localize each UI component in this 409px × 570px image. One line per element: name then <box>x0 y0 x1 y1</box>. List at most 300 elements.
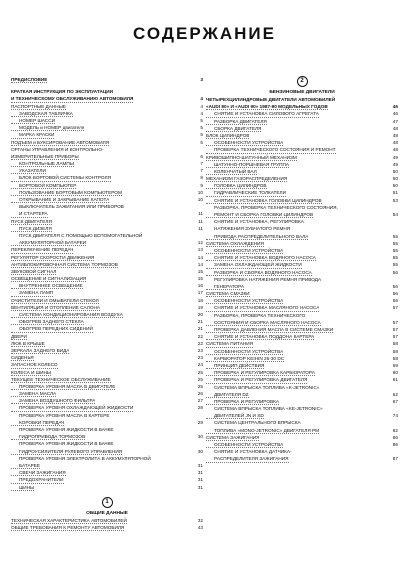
toc-entry-title: ПРОВЕРКА ТЕХНИЧЕСКОГО СОСТОЯНИЯ И РЕМОНТ <box>206 146 336 153</box>
toc-entry-page: 19 <box>197 304 203 310</box>
toc-entry <box>206 240 398 247</box>
toc-entry-title: АККУМУЛЯТОРНОЙ БАТАРЕИ <box>11 239 86 246</box>
toc-entry <box>11 174 203 181</box>
toc-entry-title: АНТИБЛОКИРОВОЧНАЯ СИСТЕМА ТОРМОЗОВ <box>11 261 118 267</box>
toc-entry <box>206 384 398 391</box>
toc-entry-page: 58 <box>392 348 398 354</box>
toc-entry <box>11 426 203 433</box>
toc-entry <box>206 168 398 175</box>
toc-entry-title: ПРОВЕРКА УРОВНЯ МАСЛА В ДВИГАТЕЛЕ <box>11 383 115 390</box>
toc-entry-title: КОРОБКИ ПЕРЕДАЧ <box>11 419 64 426</box>
toc-entry-title: ПРОВЕРКА И РЕГУЛИРОВКА <box>206 398 279 405</box>
toc-entry <box>206 376 398 383</box>
toc-entry-page: 57 <box>392 305 398 311</box>
toc-entry <box>11 397 203 404</box>
toc-entry <box>206 455 398 462</box>
toc-entry-title: СБОРКА ДВИГАТЕЛЯ <box>206 125 261 132</box>
toc-entry-title: ЛЮК В КРЫШЕ <box>11 340 45 346</box>
toc-entry-page: 24 <box>197 362 203 368</box>
toc-entry-title: ЗАМЕНА ОХЛАЖДАЮЩЕЙ ЖИДКОСТИ <box>206 261 302 268</box>
toc-entry <box>11 419 203 426</box>
toc-entry <box>206 161 398 168</box>
toc-entry <box>11 196 203 203</box>
toc-entry-title: РЕМОНТ И СБОРКА ГОЛОВКИ ЦИЛИНДРОВ <box>206 211 313 218</box>
toc-entry-title: РЕГУЛИРОВКА НАТЯЖЕНИЯ РЕМНЯ ПРИВОДА <box>214 276 322 282</box>
toc-entry-title: СНЯТИЕ И УСТАНОВКА ГОЛОВКИ ЦИЛИНДРОВ <box>206 197 322 204</box>
toc-entry <box>206 419 398 426</box>
toc-entry-title: ПРОВЕРКА ДАВЛЕНИЯ МАСЛА В СИСТЕМЕ СМАЗКИ <box>206 326 333 333</box>
toc-entry-title: ПРИНЦИП ДЕЙСТВИЯ <box>206 362 264 369</box>
page-title: СОДЕРЖАНИЕ <box>133 24 276 43</box>
toc-entry <box>206 290 398 297</box>
toc-entry-page: 87 <box>392 456 398 462</box>
toc-entry-title: И ТЕХНИЧЕСКОМУ ОБСЛУЖИВАНИЮ АВТОМОБИЛЯ <box>11 96 134 102</box>
toc-entry-page: 74 <box>392 413 398 419</box>
toc-entry <box>11 318 203 325</box>
toc-entry-title: КОЛЕСА И ШИНЫ <box>11 369 52 375</box>
toc-entry-title: СИСТЕМА ПИТАНИЯ <box>206 341 254 347</box>
toc-entry-page: 31 <box>197 470 203 476</box>
toc-entry <box>11 361 203 368</box>
toc-entry <box>11 225 203 232</box>
toc-entry-title: СНЯТИЕ И УСТАНОВКА СИЛОВОГО АГРЕГАТА <box>206 110 319 117</box>
toc-entry <box>11 246 203 253</box>
toc-entry-page: 58 <box>392 355 398 361</box>
toc-entry-title: НАТЯЖЕНИЯ ЗУБЧАТОГО РЕМНЯ <box>214 226 291 232</box>
toc-entry <box>11 289 203 296</box>
toc-entry-title: ПРОВЕРКА И РЕГУЛИРОВКА ДВИГАТЕЛЯ <box>206 376 307 383</box>
toc-entry-page: 58 <box>392 341 398 347</box>
toc-entry <box>11 76 203 83</box>
toc-entry-title: ТОПЛИВА «MONO-JETRONIC» ДВИГАТЕЛЯ PM <box>206 427 319 434</box>
toc-entry-title: ВЕНТИЛЯЦИЯ И ОТОПЛЕНИЕ САЛОНА <box>11 304 100 310</box>
toc-entry-page: 54 <box>392 212 398 217</box>
toc-entry-title: ОСВЕЩЕНИЕ И СИГНАЛИЗАЦИЯ <box>11 276 87 282</box>
toc-entry-page: 50 <box>392 183 398 189</box>
toc-entry-title: ПРОВЕРКА УРОВНЯ ЖИДКОСТИ В БАЧКЕ <box>19 427 114 432</box>
section-header-2 <box>206 76 398 87</box>
toc-entry-page: 50 <box>392 176 398 182</box>
toc-entry-title: ЗАВОДСКАЯ ТАБЛИЧКА <box>11 110 73 117</box>
toc-entry-title: СИСТЕМА ВПРЫСКА ТОПЛИВА «K-JETRONIC» <box>214 384 320 390</box>
toc-entry <box>206 233 398 240</box>
toc-entry <box>11 311 203 318</box>
toc-entry-title: ОСОБЕННОСТИ УСТРОЙСТВА <box>206 139 283 146</box>
toc-entry-title: СВЕЧИ ЗАЖИГАНИЯ <box>11 469 66 476</box>
toc-entry <box>11 469 203 476</box>
toc-entry-title: СНЯТИЕ И УСТАНОВКА МАСЛЯНОГО НАСОСА <box>206 304 319 311</box>
toc-entry <box>11 404 203 411</box>
toc-entry-page: 62 <box>392 391 398 397</box>
toc-entry <box>11 139 203 146</box>
toc-entry-title: УКАЗАТЕЛИ <box>11 167 46 174</box>
toc-entry-page: 57 <box>392 327 398 332</box>
toc-entry-title: ОСОБЕННОСТИ УСТРОЙСТВА <box>206 348 283 355</box>
toc-entry-page: 21 <box>197 319 203 325</box>
toc-entry <box>11 239 203 246</box>
toc-entry <box>206 254 398 261</box>
toc-entry-title: ПРЕДИСЛОВИЕ <box>11 77 48 82</box>
section-title: ОБЩИЕ ДАННЫЕ <box>86 510 128 516</box>
toc-entry <box>206 326 398 333</box>
section-number-badge: 2 <box>297 76 308 87</box>
toc-entry-page: 13 <box>197 247 203 253</box>
toc-entry <box>206 448 398 455</box>
toc-entry-title: ШИНЫ <box>11 484 34 491</box>
toc-entry-title: ОСОБЕННОСТИ УСТРОЙСТВА <box>206 247 283 254</box>
toc-entry <box>206 247 398 254</box>
toc-entry-title: БЛОК ЦИЛИНДРОВ <box>206 132 250 138</box>
toc-entry <box>11 189 203 196</box>
toc-entry-page: 49 <box>392 161 398 167</box>
toc-entry-title: ПРИВОДА РАСПРЕДЕЛИТЕЛЬНОГО ВАЛА <box>206 233 308 240</box>
toc-entry <box>11 203 203 210</box>
toc-entry-page: 82 <box>392 427 398 433</box>
toc-entry-page: 48 <box>392 132 398 138</box>
toc-entry-page: 31 <box>197 477 203 483</box>
toc-entry <box>11 440 203 447</box>
toc-right-list <box>206 96 398 463</box>
toc-entry-title: ПРОВЕРКА УРОВНЯ МАСЛА В КАРТЕРЕ <box>19 412 110 418</box>
toc-entry <box>11 110 203 117</box>
toc-entry-page: 43 <box>197 524 203 530</box>
toc-entry <box>11 347 203 354</box>
toc-entry-page: 5 <box>200 117 203 123</box>
toc-entry-title: ИЗМЕРИТЕЛЬНЫЕ ПРИБОРЫ <box>11 153 79 159</box>
toc-entry <box>206 103 398 110</box>
toc-entry-page: 17 <box>197 290 203 296</box>
toc-entry <box>206 218 398 225</box>
toc-entry-page: 60 <box>392 370 398 376</box>
toc-entry <box>206 319 398 326</box>
toc-entry <box>11 524 203 531</box>
toc-entry <box>206 261 398 268</box>
toc-entry-title: ОТКРЫВАНИЕ И ЗАКРЫВАНИЕ КАПОТА <box>11 196 109 203</box>
toc-entry-title: ГЕНЕРАТОРА <box>206 283 244 290</box>
toc-entry <box>11 261 203 268</box>
toc-entry <box>206 348 398 355</box>
toc-entry-page: 10 <box>197 189 203 195</box>
toc-entry-title: ЗАПАСНОЕ КОЛЕСО <box>11 362 58 368</box>
toc-entry <box>206 110 398 117</box>
toc-entry <box>206 362 398 369</box>
toc-entry-title: ЧЕТЫРЕХЦИЛИНДРОВЫЕ ДВИГАТЕЛИ АВТОМОБИЛЕЙ <box>206 97 336 102</box>
toc-entry-title: ОБЩИЕ ТРЕБОВАНИЯ К РЕМОНТУ АВТОМОБИЛЯ <box>11 524 125 530</box>
toc-entry-page: 5 <box>200 125 203 131</box>
toc-entry <box>206 211 398 218</box>
toc-entry-page: 26 <box>197 391 203 397</box>
toc-entry-page: 56 <box>392 291 398 297</box>
toc-entry-title: ПРОВЕРКА И РЕГУЛИРОВКА КАРБЮРАТОРА <box>206 369 315 376</box>
toc-entry <box>11 167 203 174</box>
section-title: БЕНЗИНОВЫЕ ДВИГАТЕЛИ <box>269 90 335 95</box>
toc-entry-title: ТЕКУЩЕЕ ТЕХНИЧЕСКОЕ ОБСЛУЖИВАНИЕ <box>11 376 111 382</box>
toc-entry-title: «AUDI 80» И «AUDI 90» 1987-90 МОДЕЛЬНЫХ ГОДОВ <box>206 104 328 110</box>
toc-entry-title: РАЗБОРКА И СБОРКА ВОДЯНОГО НАСОСА <box>206 269 312 276</box>
toc-entry <box>206 297 398 304</box>
toc-entry-title: СИСТЕМА ЗАЖИГАНИЯ <box>206 434 260 440</box>
toc-entry-title: МАРКА КРАСКИ <box>11 131 54 138</box>
toc-entry-title: ОРГАНЫ УПРАВЛЕНИЯ И КОНТРОЛЬНО- <box>11 146 104 152</box>
toc-entry-page: 32 <box>197 517 203 523</box>
toc-entry-page: 4 <box>200 103 203 109</box>
toc-entry-page: 51 <box>392 190 398 196</box>
toc-entry-title: ГОЛОВКА ЦИЛИНДРОВ <box>206 182 267 189</box>
toc-entry-title: СИСТЕМА ВПРЫСКА ТОПЛИВА «KE-JETRONIC» <box>214 406 323 412</box>
toc-entry <box>206 312 398 319</box>
toc-entry-page: 18 <box>197 297 203 303</box>
toc-entry <box>11 131 203 138</box>
toc-entry-page: 7 <box>200 161 203 167</box>
toc-entry-title: ЗВУКОВОЙ СИГНАЛ <box>11 268 57 274</box>
toc-entry-page: 22 <box>197 333 203 339</box>
toc-entry-title: ВЫКЛЮЧАТЕЛЬ ЗАЖИГАНИЯ ИЛИ ПРИБОРОВ <box>19 204 124 210</box>
toc-entry-title: ПУСК ДВИГАТЕЛЯ <box>11 218 52 224</box>
toc-entry-page: 55 <box>392 240 398 246</box>
toc-entry-page: 5 <box>200 139 203 145</box>
toc-entry <box>11 455 203 462</box>
toc-entry <box>11 153 203 160</box>
toc-entry <box>206 182 398 189</box>
toc-entry-page: 3 <box>200 77 203 82</box>
toc-entry <box>206 132 398 139</box>
toc-entry-title: МОДЕЛЬ и НОМЕР двигателя <box>11 124 84 131</box>
toc-entry <box>206 96 398 103</box>
toc-entry <box>11 95 203 102</box>
toc-entry-title: КОНТРОЛЬНЫЕ ЛАМПЫ <box>11 160 74 167</box>
toc-entry <box>11 325 203 332</box>
toc-entry-title: ЗАМЕНА МАСЛА <box>11 390 56 397</box>
toc-entry-page: 7 <box>200 168 203 174</box>
toc-entry-title: СИСТЕМА ЦЕНТРАЛЬНОГО ВПРЫСКА <box>214 420 301 426</box>
toc-entry-title: ПРОВЕРКА УРОВНЯ ЭЛЕКТРОЛИТА В АККУМУЛЯТОРНОЙ <box>19 455 151 461</box>
toc-entry <box>11 182 203 189</box>
toc-entry-title: ЗАМЕНА ЛАМП <box>11 289 53 296</box>
toc-entry-title: БЛОК БОРТОВОЙ СИСТЕМЫ КОНТРОЛЯ <box>11 174 111 181</box>
section-header-1 <box>11 497 203 508</box>
toc-entry-page: 86 <box>392 442 398 447</box>
toc-entry <box>206 391 398 398</box>
toc-entry-title: КРАТКАЯ ИНСТРУКЦИЯ ПО ЭКСПЛУАТАЦИИ <box>11 89 114 95</box>
toc-entry-page: 48 <box>392 140 398 146</box>
toc-entry <box>11 117 203 124</box>
toc-entry <box>206 412 398 419</box>
toc-entry-page: 49 <box>392 154 398 160</box>
toc-entry <box>11 146 203 153</box>
toc-entry <box>206 154 398 161</box>
toc-entry-page: 9 <box>200 182 203 188</box>
toc-entry <box>206 125 398 132</box>
toc-entry <box>11 340 203 347</box>
toc-entry-page: 56 <box>392 269 398 275</box>
toc-entry <box>11 254 203 261</box>
toc-entry-page: 23 <box>197 355 203 361</box>
toc-entry-title: ГИДРАВЛИЧЕСКИЕ ТОЛКАТЕЛИ <box>206 189 286 196</box>
toc-entry <box>11 354 203 361</box>
toc-right-column <box>206 76 398 463</box>
toc-entry-title: ПУСК ДИЗЕЛЯ <box>11 225 52 232</box>
toc-entry-page: 27 <box>197 398 203 404</box>
toc-entry <box>11 484 203 491</box>
toc-entry <box>206 204 398 211</box>
toc-entry <box>11 462 203 469</box>
toc-entry-page: 48 <box>392 147 398 153</box>
toc-entry <box>11 369 203 376</box>
toc-entry-title: ПРЕДОХРАНИТЕЛИ <box>11 476 64 483</box>
toc-entry-page: 15 <box>197 276 203 282</box>
toc-entry-page: 8 <box>200 175 203 181</box>
toc-entry-title: РАСПРЕДЕЛИТЕЛЯ ЗАЖИГАНИЯ <box>206 455 289 462</box>
toc-entry-page: 56 <box>392 283 398 289</box>
toc-entry-page: 46 <box>392 111 398 117</box>
toc-entry-title: СНЯТИЕ И УСТАНОВКА ДАТЧИКА- <box>214 449 292 455</box>
toc-entry-title: РЕГУЛЯТОР СКОРОСТИ ДВИЖЕНИЯ <box>11 254 95 260</box>
toc-entry <box>11 218 203 225</box>
toc-left-list <box>11 76 203 491</box>
toc-entry-page: 46 <box>392 104 398 110</box>
toc-entry-page: 25 <box>197 383 203 389</box>
toc-entry-page: 10 <box>197 197 203 202</box>
toc-entry-page: 20 <box>197 312 203 317</box>
toc-entry-title: СНЯТИЕ И УСТАНОВКА ВОДЯНОГО НАСОСА <box>206 254 316 261</box>
toc-entry <box>206 355 398 362</box>
toc-entry <box>11 88 203 95</box>
toc-entry <box>206 283 398 290</box>
toc-entry-title: ОСОБЕННОСТИ УСТРОЙСТВА <box>206 441 283 448</box>
toc-entry-page: 6 <box>200 153 203 159</box>
toc-entry-title: ГИДРОУСИЛИТЕЛЯ РУЛЕВОГО УПРАВЛЕНИЯ <box>11 448 122 455</box>
toc-entry-page: 11 <box>198 211 203 217</box>
toc-entry-title: КРИВОШИПНО-ШАТУННЫЙ МЕХАНИЗМ <box>206 154 297 160</box>
toc-entry <box>11 282 203 289</box>
toc-entry <box>206 146 398 153</box>
toc-entry <box>206 340 398 347</box>
toc-entry-page: 55 <box>392 233 398 239</box>
toc-entry-page: 28 <box>197 405 203 411</box>
toc-entry <box>11 476 203 483</box>
section-number-badge: 1 <box>102 497 113 508</box>
toc-entry-title: ОСОБЕННОСТИ УСТРОЙСТВА <box>206 297 283 304</box>
toc-entry-title: БАТАРЕЕ <box>11 462 40 469</box>
toc-entry-title: СОСТОЯНИЯ И СБОРКА МАСЛЯНОГО НАСОСА <box>206 319 321 326</box>
toc-entry-title: СНЯТИЕ И УСТАНОВКА ПОДДОНА КАРТЕРА <box>206 333 314 340</box>
toc-entry-title: СИДЕНЬЯ <box>11 355 34 361</box>
toc-entry-page: 4 <box>200 96 203 102</box>
toc-entry <box>206 304 398 311</box>
toc-entry <box>11 304 203 311</box>
toc-entry <box>11 517 203 524</box>
toc-entry-page: 12 <box>197 240 203 246</box>
toc-entry-title: РАЗБОРКА, ПРОВЕРКА ТЕХНИЧЕСКОГО СОСТОЯНИЯ, <box>214 204 338 210</box>
toc-entry-title: ПУСК ДВИГАТЕЛЯ С ПОМОЩЬЮ ВСПОМОГАТЕЛЬНОЙ <box>19 232 143 238</box>
toc-entry <box>206 405 398 412</box>
toc-entry-page: 53 <box>392 197 398 203</box>
toc-entry-page: 15 <box>197 268 203 274</box>
toc-entry <box>206 441 398 448</box>
toc-entry-page: 57 <box>392 334 398 340</box>
toc-entry <box>11 124 203 131</box>
toc-entry-page: 25 <box>197 369 203 375</box>
toc-entry-title: ОЧИСТИТЕЛИ И ОМЫВАТЕЛИ СТЕКОЛ <box>11 297 99 303</box>
toc-entry <box>206 225 398 232</box>
toc-entry <box>11 448 203 455</box>
toc-entry-page: 30 <box>197 434 203 440</box>
toc-entry-page: 50 <box>392 168 398 174</box>
toc-entry <box>11 160 203 167</box>
toc-entry-page: 55 <box>392 247 398 253</box>
toc-entry-page: 14 <box>197 254 203 260</box>
toc-entry-page: 31 <box>197 462 203 468</box>
toc-entry <box>206 276 398 283</box>
toc-entry-title: ЗАМЕНА ВОЗДУШНОГО ФИЛЬТРА <box>11 397 95 404</box>
toc-entry-title: НОМЕР ШАССИ <box>11 117 55 124</box>
toc-entry <box>11 232 203 239</box>
toc-entry-page: 55 <box>392 262 398 268</box>
toc-entry-title: ПРОВЕРКА УРОВНЯ ЖИДКОСТИ В БАЧКЕ <box>19 441 114 447</box>
toc-entry <box>11 210 203 217</box>
toc-entry-title: СИСТЕМА ОХЛАЖДЕНИЯ <box>206 240 264 246</box>
toc-entry-page: 16 <box>197 283 203 289</box>
toc-entry <box>206 197 398 204</box>
toc-entry-title: МЕХАНИЗМ ГАЗОРАСПРЕДЕЛЕНИЯ <box>206 176 288 182</box>
toc-entry-title: БОРТОВОЙ КОМПЬЮТЕР <box>11 182 76 189</box>
toc-entry-title: ПРОВЕРКА УРОВНЯ ОХЛАЖДАЮЩЕЙ ЖИДКОСТИ <box>11 404 133 411</box>
toc-left-tail <box>11 517 203 531</box>
toc-entry-page: 67 <box>392 398 398 404</box>
toc-entry-page: 61 <box>392 377 398 383</box>
toc-entry <box>11 376 203 383</box>
toc-entry <box>206 175 398 182</box>
toc-entry <box>11 297 203 304</box>
toc-entry-title: СИСТЕМА СМАЗКИ <box>206 291 250 297</box>
toc-entry-title: ШАТУННО-ПОРШНЕВАЯ ГРУППА <box>206 161 289 168</box>
toc-entry-title: ПОЛЬЗОВАНИЕ БОРТОВЫМ КОМПЬЮТЕРОМ <box>11 189 122 196</box>
toc-entry <box>11 268 203 275</box>
toc-entry-page: 21 <box>197 326 203 332</box>
toc-entry <box>11 412 203 419</box>
toc-entry-page: 4 <box>200 110 203 116</box>
toc-entry <box>11 103 203 110</box>
toc-entry <box>11 390 203 397</box>
toc-entry-page: 57 <box>392 319 398 325</box>
toc-entry <box>206 434 398 441</box>
toc-entry-title: ПАСПОРТНЫЕ ДАННЫЕ <box>11 103 66 109</box>
toc-entry <box>11 383 203 390</box>
toc-entry-title: И СТАРТЕРА <box>11 210 48 217</box>
toc-left-column <box>11 76 203 531</box>
toc-entry <box>206 398 398 405</box>
toc-entry-title: ДВИГАТЕЛЯ DZ <box>206 391 249 398</box>
toc-entry-title: СИСТЕМА КОНДИЦИОНИРОВАНИЯ ВОЗДУХА <box>11 311 123 318</box>
toc-entry-title: ОБОГРЕВ ЗАДНЕГО СТЕКЛА <box>11 318 84 325</box>
toc-entry <box>206 118 398 125</box>
toc-entry-title: ДВИГАТЕЛЕЙ JN И SD <box>206 412 264 419</box>
toc-entry <box>11 333 203 340</box>
toc-entry-page: 25 <box>197 376 203 382</box>
toc-entry-title: КАРБЮРАТОР KEIHIN 26-30 DC <box>206 355 284 362</box>
toc-entry-title: РАЗБОРКА ДВИГАТЕЛЯ <box>206 118 267 125</box>
toc-entry-page: 14 <box>197 261 203 267</box>
toc-entry-title: ДВЕРИ <box>11 333 27 339</box>
toc-entry-title: ЗЕРКАЛА ЗАДНЕГО ВИДА <box>11 347 70 353</box>
toc-entry-page: 11 <box>198 225 203 231</box>
toc-entry-page: 29 <box>197 419 203 425</box>
toc-entry-page: 23 <box>197 347 203 353</box>
toc-entry <box>11 275 203 282</box>
toc-entry <box>206 369 398 376</box>
toc-entry-page: 55 <box>392 255 398 261</box>
toc-entry-page: 47 <box>392 118 398 124</box>
